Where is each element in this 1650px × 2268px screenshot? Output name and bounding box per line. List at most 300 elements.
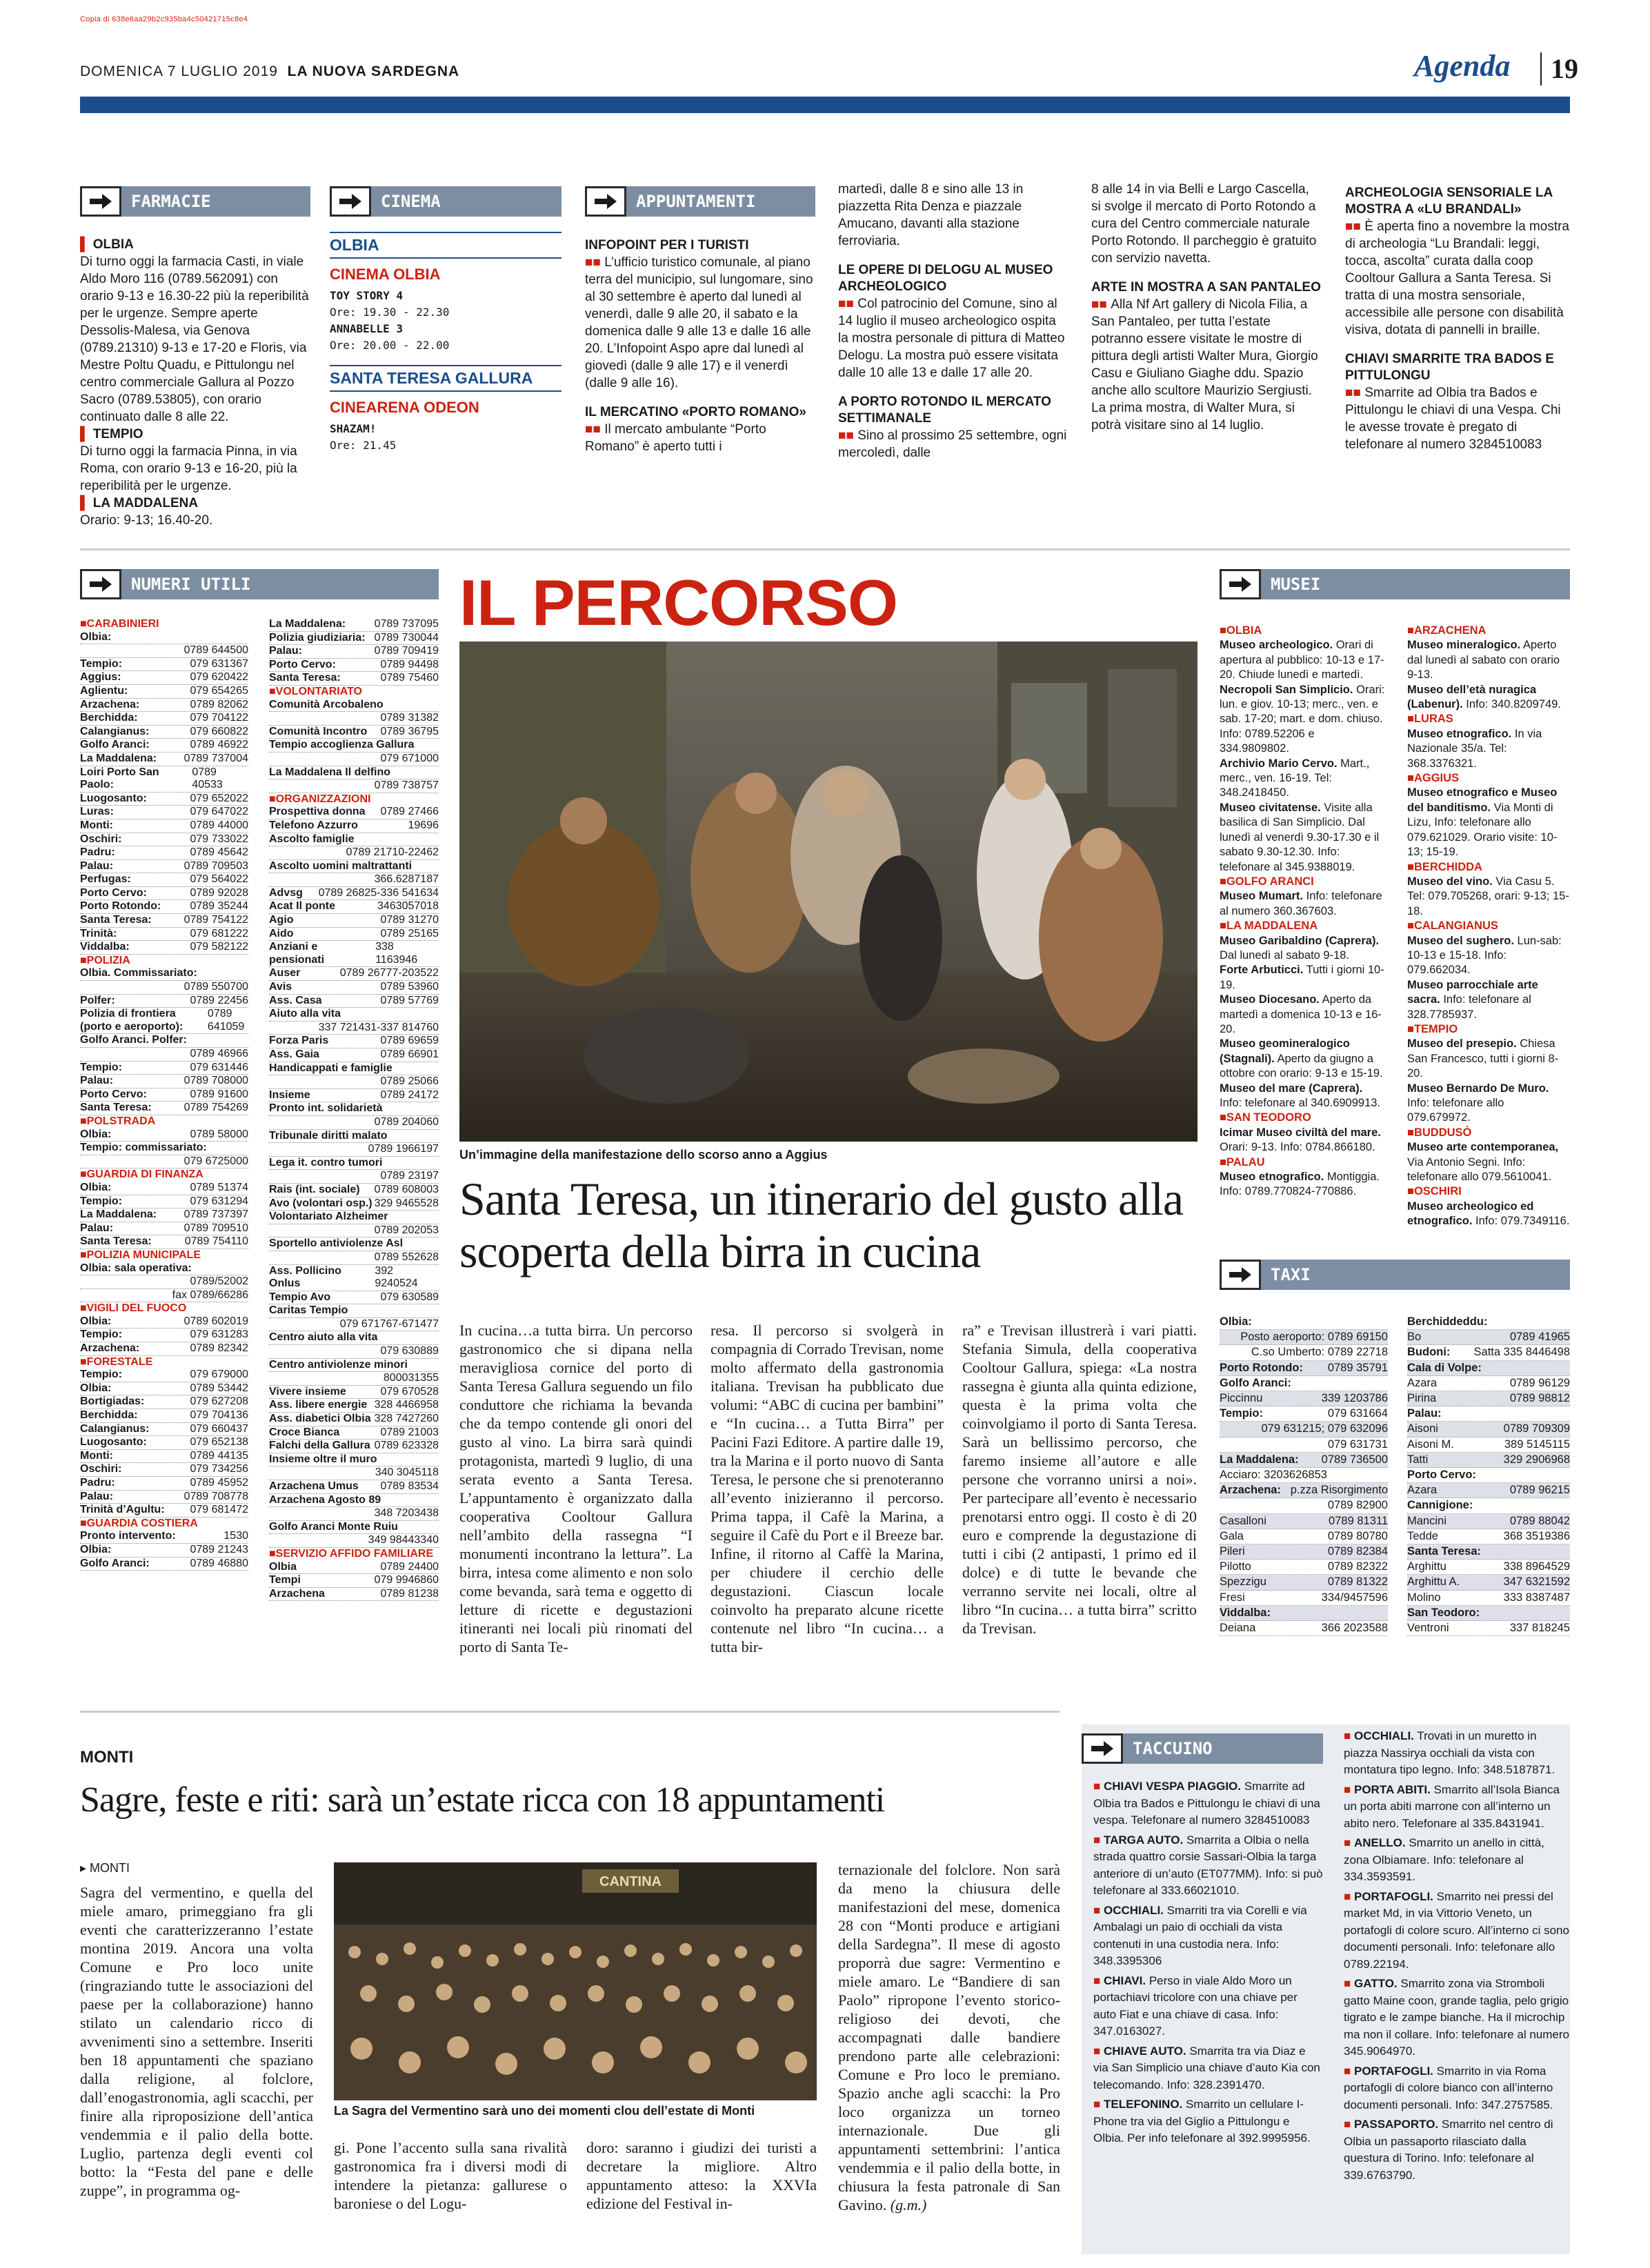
- monti-headline: Sagre, feste e riti: sarà un’estate ricca con 18 appuntamenti: [80, 1780, 885, 1820]
- museum-name: Museo del vino.: [1407, 875, 1493, 888]
- entry-name: Arzachena:: [80, 1342, 140, 1355]
- taxi-driver: Spezzigu: [1220, 1575, 1266, 1589]
- phone-number: 079 620422: [190, 671, 248, 684]
- taxi-row: [1407, 1591, 1570, 1606]
- category-heading: ■ POLIZIA MUNICIPALE: [80, 1249, 248, 1262]
- entry-name: Avo (volontari osp.): [269, 1197, 372, 1209]
- bullet-marker-icon: ■■: [838, 297, 858, 311]
- entry-name: Ass. Pollicino Onlus: [269, 1264, 341, 1290]
- entry-name: Tempio:: [80, 1369, 123, 1381]
- taxi-row: [1220, 1391, 1388, 1406]
- notice-item: [1344, 1889, 1570, 1973]
- museum-entry: [1220, 757, 1385, 801]
- phone-number: 0789 25165: [380, 927, 439, 939]
- phone-number: 0789 644500: [183, 644, 248, 657]
- museum-info: Lun-sab: 10-13 e 15-18. Info: 079.662034.: [1407, 934, 1562, 977]
- entry-name: Volontariato Alzheimer: [269, 1211, 388, 1223]
- phone-number: 079 671000: [380, 752, 439, 764]
- entry-name: Auser: [269, 967, 301, 979]
- phone-number: 079 9946860: [374, 1574, 439, 1586]
- category-heading: ■ VOLONTARIATO: [269, 686, 439, 699]
- entry-name: Arzachena Umus: [269, 1480, 359, 1492]
- phone-number: 0789 26777-203522: [339, 967, 439, 979]
- number-row: [80, 1048, 248, 1062]
- number-row: [269, 846, 439, 860]
- farmacia-text: Orario: 9-13; 16.40-20.: [80, 513, 213, 528]
- entry-name: Telefono Azzurro: [269, 819, 358, 831]
- entry-name: La Maddalena:: [269, 618, 346, 630]
- entry-name: La Maddalena:: [80, 752, 157, 764]
- number-row: [269, 900, 439, 914]
- appuntamenti-col-4: [1345, 185, 1570, 453]
- taxi-place: Golfo Aranci:: [1220, 1376, 1291, 1389]
- notice-text: Smarrita a Olbia o nella strada quattro corsie Sassari-Olbia la targa anteriore di un’auto (ET077MM). Info: si può telefonare al 333.66021010.: [1093, 1833, 1323, 1897]
- taxi-number: 0789 709309: [1503, 1422, 1570, 1435]
- bullet-marker-icon: ■■: [838, 428, 858, 443]
- number-row: [269, 1345, 439, 1359]
- bullet-square-icon: ■: [1093, 2044, 1104, 2058]
- event-body: Alla Nf Art gallery di Nicola Filia, a San Pantaleo, per tutta l’estate potranno essere visitate le mostre di pittura degli artisti Walter Mura, Giorgio Casu e Giuliano Giaghe ddu. Spazio anche allo scultore Maurizio Sergiusti. La prima mostra, di Walter Mura, si potrà visitare sino al 14 luglio.: [1091, 297, 1318, 432]
- category-heading: ■ POLIZIA: [80, 955, 248, 968]
- event-text: [1091, 296, 1322, 434]
- monti-signature: (g.m.): [890, 2196, 927, 2214]
- section-head: [1220, 1260, 1570, 1290]
- notice-item: [1093, 1902, 1323, 1970]
- phone-number: 338 1163946: [375, 941, 418, 966]
- entry-name: Monti:: [80, 819, 113, 831]
- phone-number: 0789 40533: [192, 766, 223, 791]
- entry-name: Pronto intervento:: [80, 1530, 176, 1542]
- taxi-row: [1407, 1422, 1570, 1437]
- phone-number: 0789 51374: [190, 1181, 248, 1193]
- notice-title: OCCHIALI.: [1104, 1903, 1164, 1917]
- entry-name: Ass. libere energie: [269, 1399, 368, 1411]
- number-row: [269, 806, 439, 819]
- entry-name: Padru:: [80, 1477, 115, 1489]
- museum-entry: [1407, 875, 1570, 919]
- entry-name: Oschiri:: [80, 833, 122, 845]
- phone-number: 079 679000: [190, 1369, 248, 1381]
- museum-entry: [1407, 1082, 1570, 1126]
- event-text: [1345, 218, 1570, 339]
- event-text: [1345, 384, 1570, 453]
- farmacia-text: Di turno oggi la farmacia Casti, in viale Aldo Moro 116 (0789.562091) con orario 9-13 e 16.30-22 più la reperibilità per le urgenze. Sempre aperte Dessolis-Malesa, via Genova (0789.21310) 9-13 e 17-20 e Floris, via Mestre Poltu Quadu, e Pittulongu nel centro commerciale Gallura al Pozzo Sacro (0789.53805), con orario continuato dalle 8 alle 22.: [80, 255, 309, 424]
- phone-number: 0789 602019: [183, 1315, 248, 1327]
- monti-kicker: MONTI: [80, 1748, 134, 1767]
- phone-number: 079 704122: [190, 712, 248, 724]
- film-hours: Ore: 19.30 - 22.30: [330, 306, 450, 319]
- entry-name: Olbia:: [80, 1382, 112, 1394]
- bullet-square-icon: ■: [1344, 1729, 1354, 1742]
- taxi-row: [1407, 1406, 1570, 1422]
- phone-number: 079 671767-671477: [339, 1317, 439, 1330]
- bullet-square-icon: ■: [1093, 2098, 1104, 2111]
- taxi-driver: Arghittu: [1407, 1560, 1447, 1573]
- entry-name: Calangianus:: [80, 725, 150, 737]
- phone-number: 0789 31382: [380, 712, 439, 724]
- number-row: [80, 887, 248, 901]
- phone-number: 079 647022: [190, 806, 248, 818]
- entry-name: Olbia:: [80, 1543, 112, 1555]
- numeri-col-1: [80, 618, 248, 1571]
- taxi-row: [1220, 1514, 1388, 1529]
- phone-number: 079 652022: [190, 792, 248, 804]
- farmacie-section: [80, 186, 310, 529]
- entry-name: Porto Rotondo:: [80, 900, 161, 913]
- entry-name: Bortigiadas:: [80, 1395, 145, 1408]
- museum-entry: [1407, 934, 1570, 978]
- notice-title: CHIAVI.: [1104, 1973, 1146, 1987]
- number-row: [269, 1372, 439, 1386]
- phone-number: 079 631283: [190, 1329, 248, 1341]
- phone-number: 0789 45642: [190, 846, 248, 859]
- number-row: [269, 618, 439, 632]
- entry-name: Ascolto famiglie: [269, 833, 355, 845]
- entry-name: Polizia giudiziaria:: [269, 631, 366, 644]
- number-row: [269, 632, 439, 646]
- entry-name: Golfo Aranci:: [80, 1557, 150, 1569]
- notice-title: ANELLO.: [1354, 1836, 1406, 1849]
- number-row: [80, 685, 248, 699]
- museum-name: Museo archeologico ed etnografico.: [1407, 1200, 1534, 1228]
- taxi-row: [1407, 1345, 1570, 1360]
- arrow-icon: [330, 186, 371, 217]
- taxi-row: [1407, 1575, 1570, 1590]
- phone-number: 0789/52002: [190, 1275, 248, 1288]
- number-row: [80, 1155, 248, 1169]
- phone-number: 0789 737095: [374, 618, 439, 630]
- museum-name: Museo parrocchiale arte sacra.: [1407, 978, 1538, 1006]
- film-title: TOY STORY 4: [330, 289, 403, 302]
- taxi-number: 389 5145115: [1504, 1438, 1570, 1451]
- taxi-place: Santa Teresa:: [1407, 1545, 1481, 1558]
- event-heading: CHIAVI SMARRITE TRA BADOS E PITTULONGU: [1345, 352, 1554, 383]
- entry-name: Santa Teresa:: [80, 914, 152, 926]
- taxi-number: 329 2906968: [1503, 1453, 1570, 1466]
- monti-col-3: doro: saranno i giudizi dei turisti a decretare la migliore. Altro appuntamento atteso: la XXVIa edizione del Festival in-: [586, 2139, 817, 2212]
- number-row: [80, 1409, 248, 1423]
- phone-number: 0789 708778: [183, 1490, 248, 1502]
- notice-title: PORTAFOGLI.: [1354, 1889, 1433, 1903]
- number-row: [269, 1318, 439, 1332]
- taxi-place: San Teodoro:: [1407, 1606, 1480, 1619]
- taxi-driver: Azara: [1407, 1376, 1438, 1389]
- entry-name: Pronto int. solidarietà: [269, 1102, 383, 1115]
- number-row: [269, 712, 439, 726]
- museum-city: ■ BUDDUSÒ: [1407, 1126, 1570, 1140]
- entry-name: Olbia:: [80, 630, 112, 643]
- divider: [80, 548, 1570, 550]
- taxi-row: [1407, 1391, 1570, 1406]
- notice-text: Smarrito nei pressi del market Md, in via Vittorio Veneto, un portafogli di colore scuro. All’interno ci sono documenti personali. Info: telefonare allo 0789.22194.: [1344, 1889, 1569, 1971]
- cinema-city: OLBIA: [330, 232, 561, 259]
- museum-info: Via Monti di Lizu, Info: telefonare allo 079.621029. Orario visite: 10-13; 15-19.: [1407, 801, 1558, 859]
- section-name: Agenda: [1414, 49, 1511, 83]
- museum-entry: [1220, 801, 1385, 875]
- phone-number: 079 631294: [190, 1195, 248, 1207]
- entry-name: Comunità Incontro: [269, 725, 368, 737]
- phone-number: 079 631367: [190, 657, 248, 670]
- taxi-place: Budoni:: [1407, 1346, 1451, 1359]
- entry-name: Ass. Casa: [269, 994, 322, 1006]
- number-row: [80, 712, 248, 726]
- number-row: [269, 1197, 439, 1211]
- number-row: [269, 1331, 439, 1345]
- notice-title: PORTA ABITI.: [1354, 1782, 1431, 1796]
- taxi-place: Porto Cervo:: [1407, 1469, 1476, 1482]
- taxi-driver: Tatti: [1407, 1453, 1429, 1466]
- number-row: [80, 1128, 248, 1142]
- notice-item: [1344, 2063, 1570, 2114]
- number-row: [80, 1544, 248, 1558]
- phone-number: 0789 1966197: [368, 1143, 439, 1155]
- notice-title: OCCHIALI.: [1354, 1729, 1414, 1742]
- number-row: [80, 753, 248, 766]
- museum-city: ■ OLBIA: [1220, 624, 1385, 638]
- entry-name: Tempio:: [80, 1061, 123, 1073]
- number-row: [269, 1507, 439, 1521]
- entry-name: Falchi della Gallura: [269, 1440, 370, 1452]
- notice-text: Smarrita tra via Diaz e via San Simplicio una chiave d’auto Kia con telecomando. Info: 328.2391470.: [1093, 2044, 1320, 2091]
- number-row: [80, 1262, 248, 1276]
- museum-city: ■ CALANGIANUS: [1407, 919, 1570, 933]
- entry-name: Vivere insieme: [269, 1385, 346, 1397]
- phone-number: 079 582122: [190, 941, 248, 953]
- entry-name: Tempio accoglienza Gallura: [269, 739, 415, 751]
- museum-info: Chiesa San Francesco, tutti i giorni 8-20.: [1407, 1037, 1559, 1080]
- taxi-col-2: [1407, 1315, 1570, 1636]
- taxi-number: 079 631215; 079 632096: [1261, 1422, 1388, 1435]
- museum-info: Info: 340.8209749.: [1466, 698, 1561, 711]
- category-heading: ■ ORGANIZZAZIONI: [269, 793, 439, 806]
- entry-name: Olbia:: [80, 1315, 112, 1327]
- event-heading: IL MERCATINO «PORTO ROMANO»: [585, 405, 806, 419]
- phone-number: 0789 57769: [380, 994, 439, 1006]
- notice-text: Smarrito all’Isola Bianca un porta abiti marrone con all’interno un abito nero. Telefonare al 335.8431941.: [1344, 1782, 1560, 1830]
- section-head: [1220, 569, 1570, 599]
- taxi-row: [1407, 1315, 1570, 1330]
- taxi-number: 079 631731: [1327, 1438, 1388, 1451]
- museum-entry: [1407, 978, 1570, 1022]
- taxi-row: [1220, 1361, 1388, 1376]
- event-body: L’ufficio turistico comunale, al piano terra del municipio, sul lungomare, sino al 30 settembre è aperto dal lunedì al venerdì, dalle 9 alle 20, il sabato e la domenica dalle 9 alle 13 e dalle 16 alle 20. L’Infopoint Aspo apre dal lunedì al giovedì (dalle 9 alle 17) e il venerdì (dalle 9 alle 16).: [585, 255, 813, 390]
- taxi-driver: Bo: [1407, 1331, 1422, 1344]
- musei-col-2: [1407, 624, 1570, 1229]
- taxi-row: [1220, 1483, 1388, 1498]
- number-row: [269, 1075, 439, 1089]
- phone-number: 079 660437: [190, 1422, 248, 1435]
- bullet-marker-icon: ■■: [1345, 386, 1365, 400]
- category-heading: ■ SERVIZIO AFFIDO FAMILIARE: [269, 1548, 439, 1561]
- taxi-place: Tempio:: [1220, 1407, 1263, 1420]
- entry-name: Luogosanto:: [80, 792, 147, 804]
- museum-info: Dal lunedì al sabato 9-18.: [1220, 948, 1350, 962]
- percorso-title: IL PERCORSO: [459, 566, 897, 639]
- film-hours: Ore: 20.00 - 22.00: [330, 339, 450, 352]
- entry-name: Santa Teresa:: [80, 1102, 152, 1114]
- entry-name: Tempio:: [80, 657, 123, 670]
- taxi-place: Porto Rotondo:: [1220, 1361, 1303, 1374]
- taxi-driver: Arghittu A.: [1407, 1575, 1460, 1589]
- museum-info: Montiggia. Info: 0789.770824-770886.: [1220, 1171, 1380, 1198]
- number-row: [269, 819, 439, 833]
- number-row: [80, 1436, 248, 1450]
- museum-info: Info: telefonare al 328.7785937.: [1407, 993, 1531, 1021]
- phone-number: 0789 82062: [190, 698, 248, 710]
- phone-number: 0789 66901: [380, 1048, 439, 1060]
- museum-entry: [1220, 963, 1385, 993]
- event-text: [585, 421, 815, 455]
- phone-number: 0789 623328: [374, 1440, 439, 1452]
- taxi-row: [1220, 1529, 1388, 1544]
- taxi-place: La Maddalena:: [1220, 1453, 1299, 1466]
- number-row: [80, 1395, 248, 1409]
- monti-col-2: gi. Pone l’accento sulla sana rivalità gastronomica fra i diversi modi di intendere la pietanza: gallurese o baroniese o del Logu-: [334, 2139, 567, 2212]
- taxi-number: 339 1203786: [1321, 1392, 1388, 1405]
- phone-number: 0789 44000: [190, 819, 248, 831]
- museum-info: Orari: lun. e giov. 10-13; merc., ven. e sab. 17-20; mart. e dom. chiuso. Info: 0789.52206 e 334.9809802.: [1220, 683, 1385, 755]
- taxi-number: Posto aeroporto: 0789 69150: [1240, 1331, 1388, 1344]
- phone-number: 0789 204060: [374, 1115, 439, 1128]
- museum-city: ■ SAN TEODORO: [1220, 1111, 1385, 1125]
- notice-title: CHIAVE AUTO.: [1104, 2044, 1186, 2058]
- museum-name: Icimar Museo civiltà del mare.: [1220, 1126, 1381, 1139]
- percorso-col-1: In cucina…a tutta birra. Un percorso gastronomico che si dipana nella meravigliosa cornice del porto di Santa Teresa Gallura seguendo un filo conduttore che richiama la bevanda che da tempo contende gli onori del gusto al vino. La birra sarà quindi protagonista, martedì 9 luglio, di una serata evento a Santa Teresa. L’appuntamento è organizzato dalla cooperativa Cooltour Gallura nell’ambito della rassegna “I monumenti incontrano la lettura”. La birra, intesa come alimento e non solo come bevanda, sarà tema e oggetto di letture di ricette e degustazioni itineranti nei locali più rinomati del porto di Santa Te-: [459, 1322, 693, 1655]
- taxi-driver: Ventroni: [1407, 1622, 1449, 1635]
- museum-name: Forte Arbuticci.: [1220, 964, 1304, 977]
- entry-name: Croce Bianca: [269, 1426, 340, 1438]
- percorso-caption: Un’immagine della manifestazione dello scorso anno a Aggius: [459, 1148, 828, 1162]
- museum-name: Museo etnografico.: [1220, 1171, 1324, 1184]
- number-row: [80, 1222, 248, 1236]
- section-head: [80, 186, 310, 217]
- entry-name: Palau:: [80, 1075, 114, 1087]
- entry-name: Trinità d’Agultu:: [80, 1504, 165, 1516]
- entry-name: Acat Il ponte: [269, 900, 336, 913]
- entry-name: Lega it. contro tumori: [269, 1156, 383, 1168]
- taxi-row: [1407, 1438, 1570, 1453]
- entry-name: Ass. Gaia: [269, 1048, 319, 1060]
- number-row: [80, 1315, 248, 1329]
- number-row: [269, 753, 439, 766]
- number-row: [269, 914, 439, 928]
- number-row: [80, 1102, 248, 1115]
- number-row: [269, 1413, 439, 1426]
- event-heading: LE OPERE DI DELOGU AL MUSEO ARCHEOLOGICO: [838, 263, 1053, 294]
- phone-number: 0789 81238: [380, 1587, 439, 1600]
- section-head: [1082, 1733, 1323, 1764]
- bullet-square-icon: ■: [1344, 2118, 1354, 2131]
- entry-name: Arzachena:: [80, 698, 140, 710]
- notice-item: [1093, 1832, 1323, 1900]
- number-row: [80, 631, 248, 645]
- cinema-venue: CINEARENA ODEON: [330, 399, 479, 416]
- category-heading: ■ GUARDIA DI FINANZA: [80, 1168, 248, 1182]
- museum-name: Museo geomineralogico (Stagnali).: [1220, 1037, 1350, 1065]
- entry-name: Oschiri:: [80, 1463, 122, 1475]
- taxi-driver: Aisoni: [1407, 1422, 1438, 1435]
- number-row: [80, 1423, 248, 1437]
- notice-text: Smarrito zona via Stromboli gatto Maine coon, grande taglia, pelo grigio tigrato e le zampe bianche. Ha il microchip ma non il collare. Info: telefonare al numero 345.9064970.: [1344, 1977, 1569, 2058]
- monti-col-1: Sagra del vermentino, e quella del miele amaro, primeggiano fra gli eventi che caratterizzeranno l’estate montina 2019. Ancora una volta Comune e Pro loco unite (ringraziando tutte le associazioni del paese per la collaborazione) hanno stilato un calendario ricco di avvenimenti sino a settembre. Inseriti ben 18 appuntamenti che spaziano dalla religione, al folclore, dall’enogastronomia, agli scacchi, per finire alla riproposizione dell’antica vendemmia e il palio della botte. Luglio, partenza degli eventi col botto: la “Festa del pane e delle zuppe”, in programma og-: [80, 1884, 313, 2199]
- entry-name: Tribunale diritti malato: [269, 1129, 388, 1142]
- number-row: [80, 1504, 248, 1518]
- taccuino-head: [1082, 1733, 1323, 1764]
- taxi-number: 0789 81311: [1329, 1514, 1388, 1527]
- appuntamenti-section: [585, 186, 815, 455]
- chevron-right-icon: ▸: [80, 1861, 90, 1875]
- musei-head: [1220, 569, 1570, 599]
- phone-number: 079 733022: [190, 833, 248, 845]
- entry-name: Olbia:: [80, 1181, 112, 1193]
- appuntamenti-col-2: [838, 181, 1068, 461]
- taxi-row: [1407, 1560, 1570, 1575]
- taxi-row: [1220, 1544, 1388, 1560]
- cinema-venue: CINEMA OLBIA: [330, 266, 441, 283]
- number-row: [269, 779, 439, 793]
- museum-city: ■ LA MADDALENA: [1220, 919, 1385, 933]
- taxi-place: Cala di Volpe:: [1407, 1361, 1482, 1374]
- number-row: [80, 1008, 248, 1034]
- number-row: [269, 659, 439, 673]
- number-row: [269, 873, 439, 887]
- taxi-place: Berchiddeddu:: [1407, 1315, 1488, 1328]
- museum-name: Museo del sughero.: [1407, 934, 1514, 947]
- entry-name: Handicappati e famiglie: [269, 1062, 392, 1074]
- taxi-driver: Pirina: [1407, 1392, 1437, 1405]
- phone-number: 0789 23197: [380, 1170, 439, 1182]
- phone-number: 0789 730044: [374, 631, 439, 644]
- taxi-row: [1407, 1529, 1570, 1544]
- film-hours: Ore: 21.45: [330, 439, 397, 452]
- event-heading: ARCHEOLOGIA SENSORIALE LA MOSTRA A «LU BRANDALI»: [1345, 186, 1553, 217]
- notice-text: Smarrito un anello in città, zona Olbiamare. Info: telefonare al 334.3593591.: [1344, 1836, 1544, 1883]
- taxi-place: Viddalba:: [1220, 1606, 1271, 1619]
- entry-name: La Maddalena Il delfino: [269, 766, 391, 778]
- taxi-row: [1220, 1330, 1388, 1345]
- taxi-number: 079 631664: [1327, 1407, 1388, 1420]
- taxi-row: [1220, 1345, 1388, 1360]
- notice-item: [1344, 1728, 1570, 1779]
- taxi-row: [1407, 1544, 1570, 1560]
- museum-name: Necropoli San Simplicio.: [1220, 683, 1353, 696]
- phone-number: 079 6725000: [183, 1155, 248, 1167]
- taxi-head: [1220, 1260, 1570, 1290]
- entry-name: Comunità Arcobaleno: [269, 698, 384, 710]
- taxi-row: [1407, 1453, 1570, 1468]
- phone-number: 0789 75460: [380, 672, 439, 684]
- phone-number: 079 681222: [190, 927, 248, 939]
- entry-name: Avis: [269, 981, 292, 993]
- phone-number: 0789 754269: [183, 1102, 248, 1114]
- entry-name: Anziani e pensionati: [269, 941, 325, 966]
- taxi-number: 0789 736500: [1321, 1453, 1388, 1466]
- taxi-place: Arzachena:: [1220, 1484, 1281, 1497]
- museum-name: Museo etnografico.: [1407, 727, 1512, 740]
- taccuino-col-2: [1344, 1728, 1570, 2187]
- entry-name: Prospettiva donna: [269, 806, 366, 818]
- number-row: [80, 1558, 248, 1571]
- phone-number: 0789 94498: [380, 658, 439, 670]
- taxi-number: p.zza Risorgimento: [1290, 1484, 1388, 1497]
- museum-entry: [1220, 993, 1385, 1037]
- museum-info: Visite alla basilica di San Simplicio. Dal lunedì al venerdì 9.30-17.30 e il sabato 9.30-12.30. Info: telefonare al 345.9388019.: [1220, 801, 1380, 873]
- number-row: [269, 1386, 439, 1400]
- category-heading: ■ POLSTRADA: [80, 1115, 248, 1128]
- taxi-row: [1407, 1376, 1570, 1391]
- phone-number: 0789 24172: [380, 1088, 439, 1101]
- entry-name: Berchidda:: [80, 712, 138, 724]
